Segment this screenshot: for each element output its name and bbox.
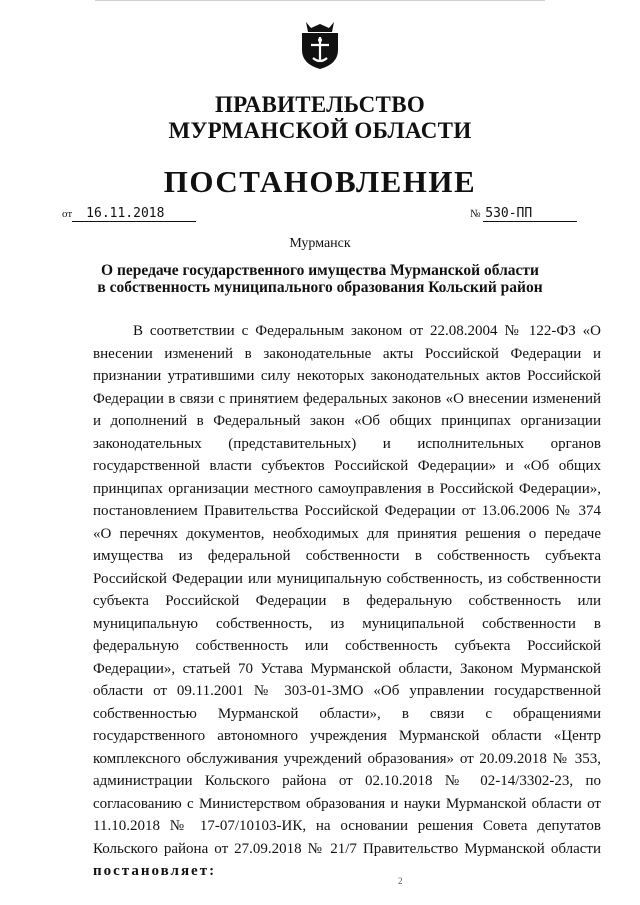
document-number: 530-ПП (483, 206, 577, 222)
document-type: ПОСТАНОВЛЕНИЕ (163, 164, 477, 199)
government-title-line2: МУРМАНСКОЙ ОБЛАСТИ (168, 118, 472, 143)
body-paragraph (93, 320, 601, 883)
date-field (62, 206, 196, 222)
city: Мурманск (289, 236, 351, 251)
document-subject (0, 262, 640, 296)
number-field (470, 206, 577, 222)
date-prefix: от (62, 208, 73, 220)
number-prefix: № (470, 208, 481, 220)
document-date: 16.11.2018 (72, 206, 196, 222)
subject-line1: О передаче государственного имущества Мурманской области (101, 262, 539, 279)
body-text: В соответствии с Федеральным законом от 22.08.2004 № 122-ФЗ «О внесении изменений в законодательные акты Российской Федерации и признании утратившими силу некоторых законодательных актов Российской Федерации в связи с принятием федеральных законов «О внесении изменений и дополнений в Федеральный закон «Об общих принципах организации законодательных (представительных) и исполнительных органов государственной власти субъектов Российской Федерации» и «Об общих принципах организации местного самоуправления в Российской Федерации», постановлением Правительства Российской Федерации от 13.06.2006 № 374 «О перечнях документов, необходимых для принятия решения о передаче имущества из федеральной собственности в собственность субъекта Российской Федерации или муниципальную собственность, из собственности субъекта Российской Федерации в федеральную собственность или муниципальную собственность, из муниципальной собственности в федеральную собственность или собственность субъекта Российской Федерации», статьей 70 Устава Мурманской области, Законом Мурманской области от 09.11.2001 № 303-01-ЗМО «Об управлении государственной собственностью Мурманской области», в связи с обращениями государственного автономного учреждения Мурманской области «Центр комплексного обслуживания учреждений образования» от 20.09.2018 № 353, администрации Кольского района от 02.10.2018 № 02-14/3302-23, по согласованию с Министерством образования и науки Мурманской области от 11.10.2018 № 17-07/10103-ИК, на основании решения Совета депутатов Кольского района от 27.09.2018 № 21/7 Правительство Мурманской области (93, 323, 601, 857)
page-mark: 2 (398, 876, 403, 886)
top-border-line (95, 0, 545, 1)
murmansk-coat-of-arms-icon (298, 18, 342, 70)
government-title-line1: ПРАВИТЕЛЬСТВО (214, 92, 426, 117)
government-title (0, 92, 640, 144)
subject-line2: в собственность муниципального образования Кольский район (97, 279, 543, 296)
resolve-verb: постановляет: (93, 863, 217, 879)
